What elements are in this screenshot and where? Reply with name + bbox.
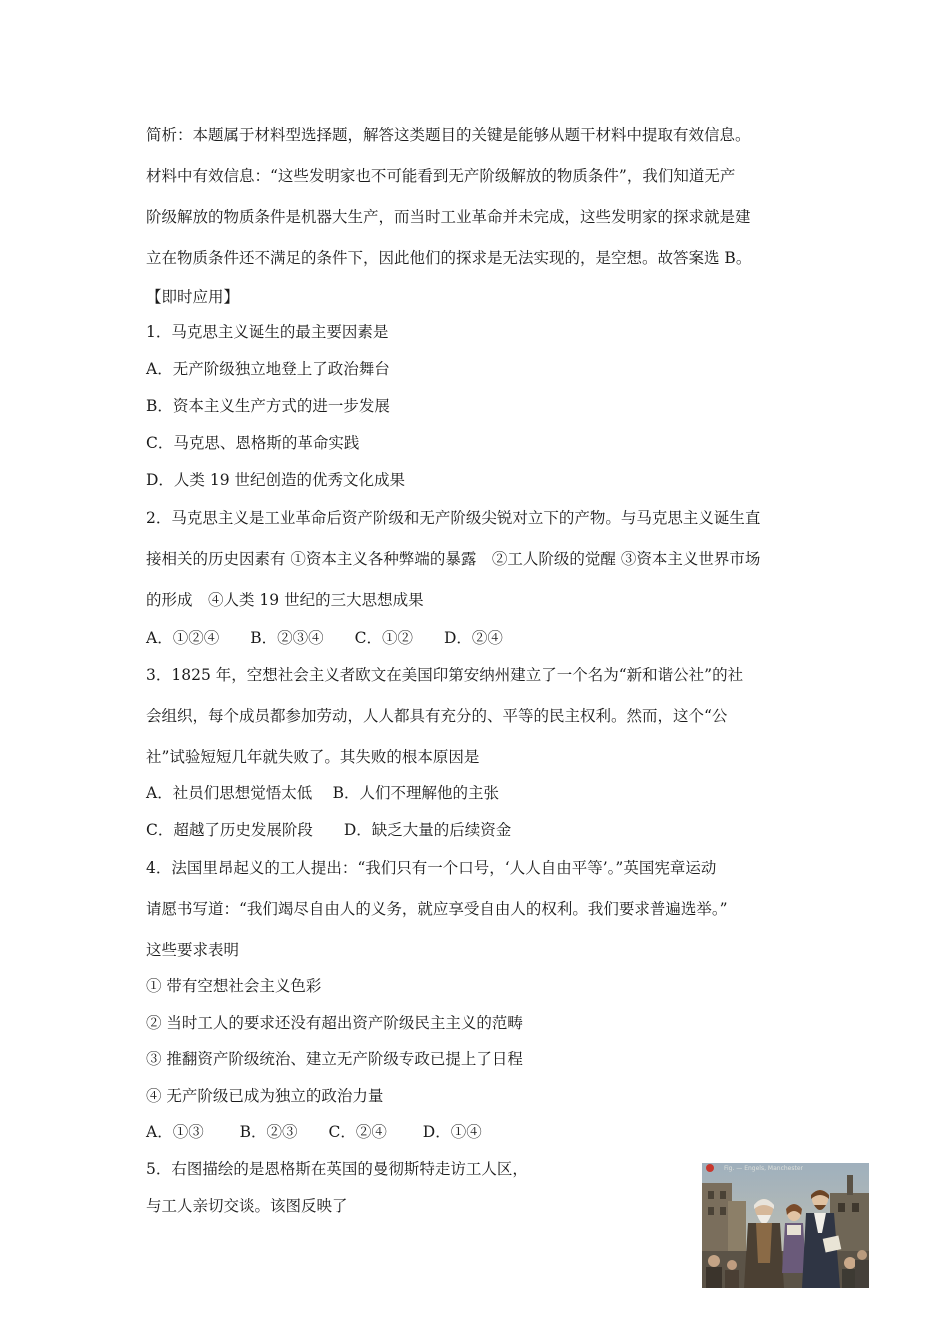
engels-painting-image [702, 1163, 869, 1288]
question-2-line-3: 的形成 ④人类 19 世纪的三大思想成果 [146, 591, 424, 609]
question-2-line-1: 2．马克思主义是工业革命后资产阶级和无产阶级尖锐对立下的产物。与马克思主义诞生直 [146, 509, 761, 527]
analysis-line-1: 简析：本题属于材料型选择题，解答这类题目的关键是能够从题干材料中提取有效信息。 [146, 126, 751, 144]
q4-item-2: ② 当时工人的要求还没有超出资产阶级民主主义的范畴 [146, 1014, 523, 1032]
q1-option-d: D．人类 19 世纪创造的优秀文化成果 [146, 471, 406, 489]
question-5-line-2: 与工人亲切交谈。该图反映了 [146, 1197, 348, 1215]
question-4-line-2: 请愿书写道：“我们竭尽自由人的义务，就应享受自由人的权利。我们要求普遍选举。” [146, 900, 728, 918]
q3-options-cd: C．超越了历史发展阶段 D．缺乏大量的后续资金 [146, 821, 512, 839]
question-5-line-1: 5．右图描绘的是恩格斯在英国的曼彻斯特走访工人区， [146, 1160, 528, 1178]
q2-options: A．①②④ B．②③④ C．①② D．②④ [146, 629, 503, 647]
analysis-line-4: 立在物质条件还不满足的条件下，因此他们的探求是无法实现的，是空想。故答案选 B。 [146, 249, 752, 267]
q4-item-3: ③ 推翻资产阶级统治、建立无产阶级专政已提上了日程 [146, 1050, 523, 1068]
question-3-line-2: 会组织，每个成员都参加劳动，人人都具有充分的、平等的民主权利。然而，这个“公 [146, 707, 728, 725]
question-2-line-2: 接相关的历史因素有 ①资本主义各种弊端的暴露 ②工人阶级的觉醒 ③资本主义世界市场 [146, 550, 761, 568]
analysis-line-3: 阶级解放的物质条件是机器大生产，而当时工业革命并未完成，这些发明家的探求就是建 [146, 208, 751, 226]
section-heading: 【即时应用】 [146, 288, 240, 306]
question-1: 1．马克思主义诞生的最主要因素是 [146, 323, 389, 341]
painting-illustration [702, 1163, 869, 1288]
q3-options-ab: A．社员们思想觉悟太低 B．人们不理解他的主张 [146, 784, 500, 802]
question-3-line-3: 社”试验短短几年就失败了。其失败的根本原因是 [146, 748, 480, 766]
q4-item-1: ① 带有空想社会主义色彩 [146, 977, 322, 995]
q4-item-4: ④ 无产阶级已成为独立的政治力量 [146, 1087, 384, 1105]
question-4-line-1: 4．法国里昂起义的工人提出：“我们只有一个口号，‘人人自由平等’。”英国宪章运动 [146, 859, 717, 877]
image-caption: Fig. — Engels, Manchester [724, 1165, 803, 1172]
analysis-line-2: 材料中有效信息：“这些发明家也不可能看到无产阶级解放的物质条件”，我们知道无产 [146, 167, 736, 185]
q1-option-c: C．马克思、恩格斯的革命实践 [146, 434, 360, 452]
q1-option-b: B．资本主义生产方式的进一步发展 [146, 397, 390, 415]
question-3-line-1: 3．1825 年，空想社会主义者欧文在美国印第安纳州建立了一个名为“新和谐公社”的社 [146, 666, 744, 684]
q1-option-a: A．无产阶级独立地登上了政治舞台 [146, 360, 390, 378]
question-4-line-3: 这些要求表明 [146, 941, 240, 959]
q4-options: A．①③ B．②③ C．②④ D．①④ [146, 1123, 482, 1141]
